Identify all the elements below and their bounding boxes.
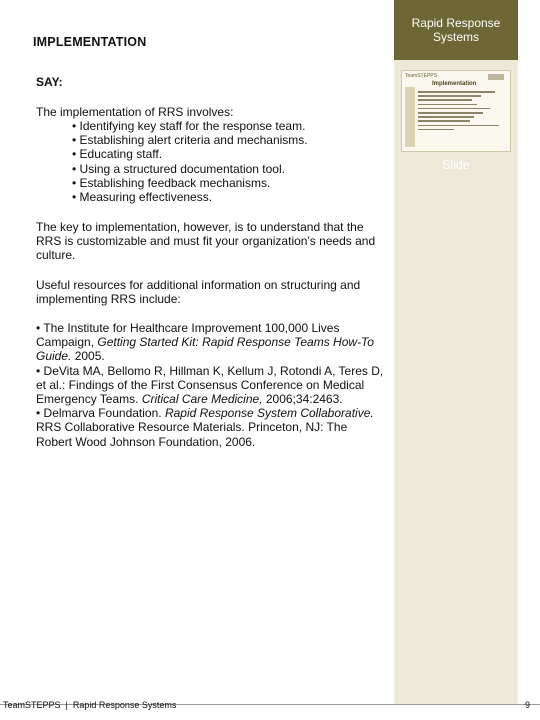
sidebar-title: Rapid Response Systems xyxy=(394,0,518,60)
list-item: • Establishing alert criteria and mechanisms. xyxy=(72,133,308,148)
resources-intro: Useful resources for additional information on structuring and implementing RRS include: xyxy=(36,278,361,307)
list-item: • Establishing feedback mechanisms. xyxy=(72,175,271,190)
reference-item: • The Institute for Healthcare Improvement 100,000 Lives Campaign, Getting Started Kit: Rapid Response Teams How-To Guide. 2005. xyxy=(36,321,374,364)
thumbnail-logo: TeamSTEPPS xyxy=(405,73,437,79)
thumbnail-title: Implementation xyxy=(432,81,477,87)
thumbnail-tag xyxy=(488,74,504,80)
say-label: SAY: xyxy=(36,75,63,89)
slide-label: Slide xyxy=(442,158,470,172)
implementation-bullet-list xyxy=(72,119,308,204)
key-paragraph: The key to implementation, however, is to understand that the RRS is customizable and must fit your organization's needs and culture. xyxy=(36,220,376,263)
list-item: • Identifying key staff for the response team. xyxy=(72,119,306,133)
page-number: 9 xyxy=(524,700,530,710)
thumbnail-text-lines xyxy=(418,91,508,133)
list-item: • Using a structured documentation tool. xyxy=(72,161,285,176)
reference-item: • DeVita MA, Bellomo R, Hillman K, Kellum J, Rotondi A, Teres D, et al.: Findings of the First Consensus Conference on Medical Emergency Teams. Critical Care Medicine, 2006;34:2463. xyxy=(36,363,384,407)
list-item: • Educating staff. xyxy=(72,147,163,162)
footer-text: TeamSTEPPS | Rapid Response Systems xyxy=(3,700,177,710)
reference-item: • Delmarva Foundation. Rapid Response System Collaborative. RRS Collaborative Resource Materials. Princeton, NJ: The Robert Wood Johnson Foundation, 2006. xyxy=(36,406,374,449)
thumbnail-side-bar xyxy=(405,87,415,147)
slide-thumbnail[interactable] xyxy=(401,70,511,152)
page-title: IMPLEMENTATION xyxy=(33,35,147,49)
reference-list xyxy=(36,321,386,449)
intro-text: The implementation of RRS involves: xyxy=(36,105,234,119)
list-item: • Measuring effectiveness. xyxy=(72,190,213,205)
